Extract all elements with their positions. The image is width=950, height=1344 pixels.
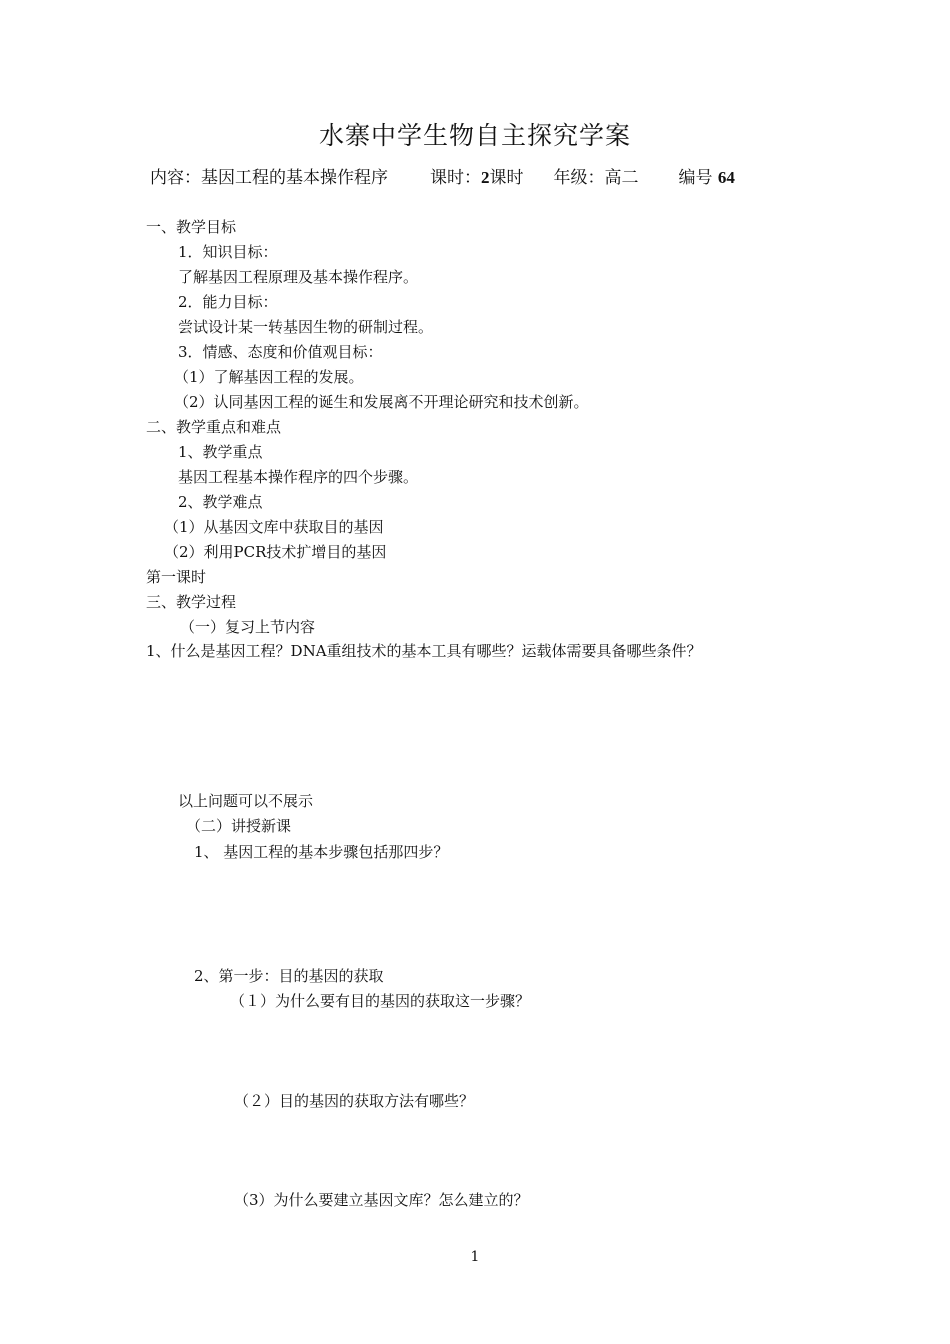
subsection-heading: 2、教学难点 [178,493,263,511]
hours-label: 课时： [430,168,481,188]
section-heading: 三、教学过程 [146,593,237,611]
subsection-heading: 2、第一步：目的基因的获取 [194,967,384,985]
body-text: （2）认同基因工程的诞生和发展离不开理论研究和技术创新。 [174,393,589,411]
subsection-heading: （一）复习上节内容 [180,618,316,636]
content-label: 内容：基因工程的基本操作程序 [150,168,388,188]
subsection-heading: 1、教学重点 [178,443,263,461]
number-label: 编号 [678,168,713,188]
subsection-heading: 3．情感、态度和价值观目标： [178,343,383,361]
body-text: （2）利用PCR技术扩增目的基因 [164,543,387,561]
body-text: 尝试设计某一转基因生物的研制过程。 [178,318,434,336]
body-text: 了解基因工程原理及基本操作程序。 [178,268,419,286]
question: （２）目的基因的获取方法有哪些？ [234,1092,475,1110]
number-value: 64 [717,168,735,187]
body-text: （1）了解基因工程的发展。 [174,368,364,386]
subsection-heading: （二）讲授新课 [186,817,292,835]
question: （１）为什么要有目的基因的获取这一步骤？ [230,992,531,1010]
subsection-heading: 2．能力目标： [178,293,278,311]
question: 1、 基因工程的基本步骤包括那四步？ [194,843,449,861]
body-text: 基因工程基本操作程序的四个步骤。 [178,468,419,486]
document-title: 水寨中学生物自主探究学案 [318,121,631,150]
question: （3）为什么要建立基因文库？怎么建立的？ [234,1191,529,1209]
grade-label: 年级：高二 [553,168,639,188]
hours-value: 2 [481,168,490,187]
page-number: 1 [470,1249,480,1265]
body-text: 以上问题可以不展示 [178,792,314,810]
body-text: （1）从基因文库中获取目的基因 [164,518,384,536]
lesson-heading: 第一课时 [146,568,207,586]
subsection-heading: 1．知识目标： [178,243,278,261]
section-heading: 二、教学重点和难点 [146,418,282,436]
question: 1、什么是基因工程？DNA重组技术的基本工具有哪些？运载体需要具备哪些条件？ [146,642,702,660]
hours-unit: 课时 [489,168,524,188]
section-heading: 一、教学目标 [146,218,237,236]
document-meta [150,163,735,188]
